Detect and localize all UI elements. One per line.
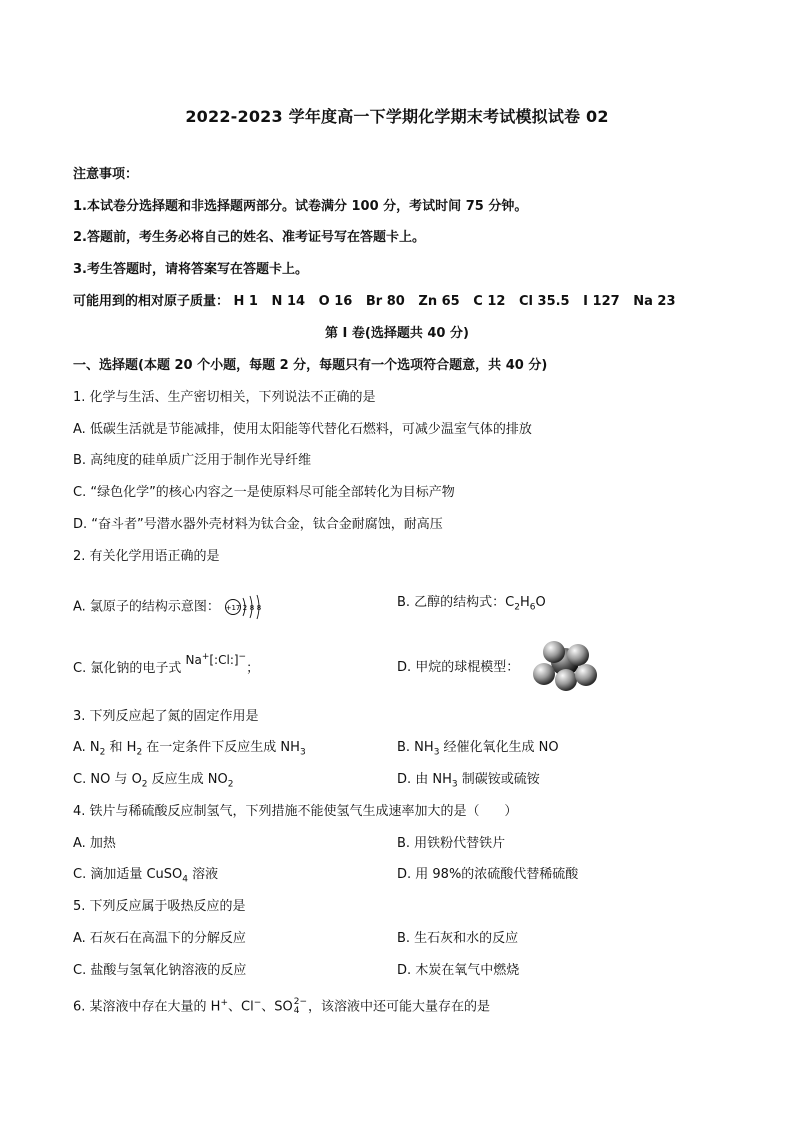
q4-c-s1: 4 [182, 874, 189, 885]
q6-p1: 6. 某溶液中存在大量的 H [73, 999, 221, 1015]
notes-heading: 注意事项： [73, 167, 139, 182]
q3-a-s2: 2 [136, 747, 143, 758]
q2-option-c [73, 652, 260, 678]
note-item-2: 2.答题前，考生务必将自己的姓名、准考证号写在答题卡上。 [73, 230, 425, 245]
q2-b-sub1: 2 [514, 602, 520, 613]
q4-c-2: 溶液 [188, 867, 219, 882]
q2-option-d [397, 659, 519, 677]
q6-sulfate-index [294, 998, 307, 1016]
chlorine-atom-diagram [224, 594, 264, 620]
q6-p2: 、Cl [228, 999, 254, 1015]
q2-option-c-text: C. 氯化钠的电子式 [73, 661, 182, 676]
q4-stem: 4. 铁片与稀硫酸反应制氢气，下列措施不能使氢气生成速率加大的是（ ） [73, 804, 518, 819]
q1-option-c: C. “绿色化学”的核心内容之一是使原料尽可能全部转化为目标产物 [73, 485, 455, 500]
q2-b-prefix: B. 乙醇的结构式：C [397, 595, 515, 610]
cl-bracket: [:Cl:] [209, 653, 239, 667]
na-symbol: Na [185, 653, 202, 667]
methane-ball-model-icon [530, 638, 600, 698]
q2-option-d-text: D. 甲烷的球棍模型： [397, 660, 520, 675]
q4-option-a: A. 加热 [73, 836, 116, 851]
q2-b-h: H [520, 595, 530, 610]
q3-d-2: 制碳铵或硫铵 [457, 772, 540, 787]
q1-stem: 1. 化学与生活、生产密切相关，下列说法不正确的是 [73, 390, 376, 405]
q5-option-a: A. 石灰石在高温下的分解反应 [73, 931, 246, 946]
q2-option-a [73, 594, 264, 620]
q4-option-c [73, 866, 218, 884]
note-item-1: 1.本试卷分选择题和非选择题两部分。试卷满分 100 分，考试时间 75 分钟。 [73, 199, 528, 214]
q3-option-a [73, 739, 306, 757]
q3-option-b [397, 739, 559, 757]
q6-sub3: 4 [293, 1006, 300, 1016]
q1-option-d: D. “奋斗者”号潜水器外壳材料为钛合金，钛合金耐腐蚀，耐高压 [73, 517, 443, 532]
q6-p4: ，该溶液中还可能大量存在的是 [308, 999, 491, 1015]
q1-option-b: B. 高纯度的硅单质广泛用于制作光导纤维 [73, 453, 312, 468]
shell-3-count: 8 [256, 604, 262, 612]
q3-c-2: 反应生成 NO [147, 772, 228, 787]
q5-option-d: D. 木炭在氧气中燃烧 [397, 963, 520, 978]
q3-d-1: D. 由 NH [397, 772, 452, 787]
q3-b-1: B. NH [397, 740, 434, 755]
section-heading: 一、选择题(本题 20 个小题，每题 2 分，每题只有一个选项符合题意，共 40 分) [73, 358, 548, 373]
nucleus-charge: +17 [225, 604, 241, 612]
q3-b-2: 经催化氧化生成 NO [439, 740, 559, 755]
q3-d-s1: 3 [451, 779, 458, 790]
sodium-chloride-electron-formula [185, 653, 246, 667]
cl-charge: − [238, 652, 247, 662]
q3-stem: 3. 下列反应起了氮的固定作用是 [73, 709, 259, 724]
part1-heading: 第 I 卷(选择题共 40 分) [325, 326, 469, 341]
q3-c-s1: 2 [141, 779, 148, 790]
shell-1-count: 2 [242, 604, 248, 612]
q2-option-b [397, 594, 546, 612]
q3-a-3: 在一定条件下反应生成 NH [142, 740, 300, 755]
na-charge: + [201, 652, 210, 662]
q3-a-s3: 3 [299, 747, 306, 758]
q3-a-s1: 2 [99, 747, 106, 758]
q2-c-end: ； [246, 661, 260, 676]
q4-option-d: D. 用 98%的浓硫酸代替稀硫酸 [397, 867, 579, 882]
q2-b-o: O [535, 595, 546, 610]
q5-option-c: C. 盐酸与氢氧化钠溶液的反应 [73, 963, 247, 978]
q6-p3: 、SO [261, 999, 293, 1015]
q5-stem: 5. 下列反应属于吸热反应的是 [73, 899, 246, 914]
q1-option-a: A. 低碳生活就是节能减排，使用太阳能等代替化石燃料，可减少温室气体的排放 [73, 422, 532, 437]
shell-2-count: 8 [249, 604, 255, 612]
atomic-masses: 可能用到的相对原子质量： H 1 N 14 O 16 Br 80 Zn 65 C 12 Cl 35.5 I 127 Na 23 [73, 294, 676, 309]
q6-sup2: − [253, 998, 262, 1009]
q4-option-b: B. 用铁粉代替铁片 [397, 836, 506, 851]
note-item-3: 3.考生答题时，请将答案写在答题卡上。 [73, 262, 308, 277]
q4-c-1: C. 滴加适量 CuSO [73, 867, 183, 882]
q3-option-c [73, 771, 234, 789]
q3-a-2: 和 H [105, 740, 137, 755]
q6-sup3: 2− [293, 997, 308, 1007]
page-title: 2022-2023 学年度高一下学期化学期末考试模拟试卷 02 [185, 107, 609, 126]
q3-b-s1: 3 [433, 747, 440, 758]
q5-option-b: B. 生石灰和水的反应 [397, 931, 519, 946]
q3-option-d [397, 771, 540, 789]
q3-c-1: C. NO 与 O [73, 772, 142, 787]
q2-option-a-text: A. 氯原子的结构示意图： [73, 599, 220, 615]
q2-stem: 2. 有关化学用语正确的是 [73, 549, 220, 564]
q3-c-s2: 2 [227, 779, 234, 790]
q6-sup1: + [220, 998, 228, 1009]
q3-a-1: A. N [73, 740, 100, 755]
q6-stem [73, 998, 490, 1017]
q2-b-sub2: 6 [529, 602, 536, 613]
